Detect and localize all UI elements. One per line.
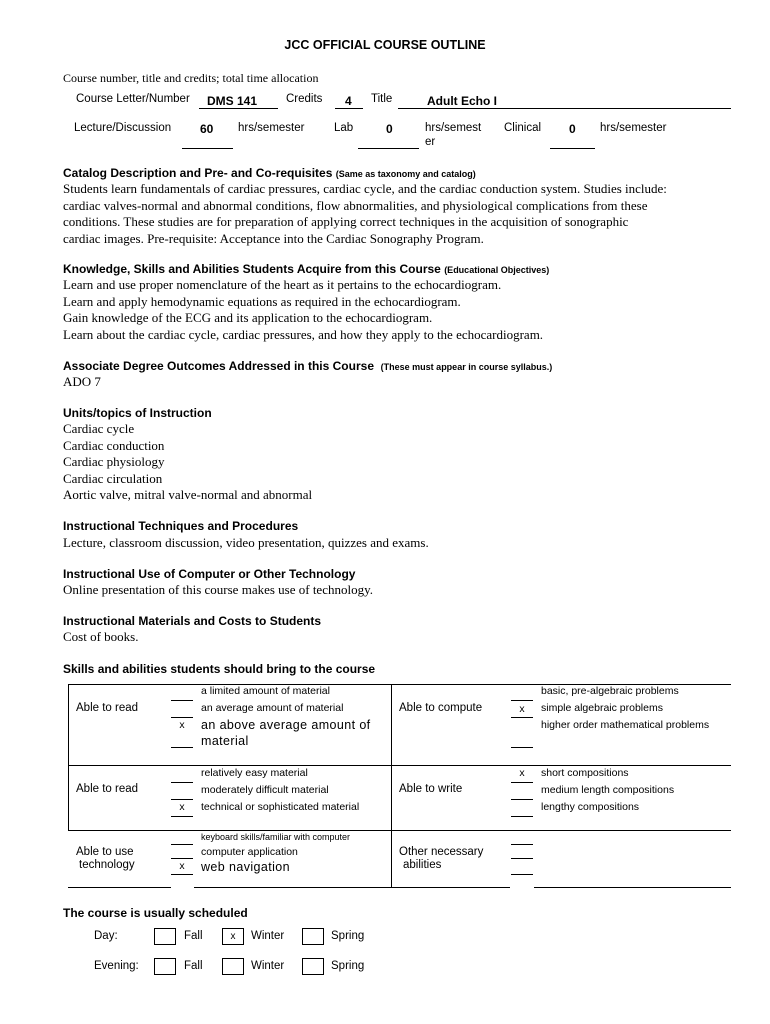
read2-label: Able to read: [76, 783, 139, 795]
course-letter-underline: [199, 108, 278, 109]
skills-table-border: [68, 765, 69, 830]
skills-table-border: [68, 887, 171, 888]
lab-underline: [358, 148, 419, 149]
read2-option-2: moderately difficult material: [201, 784, 329, 796]
tech-option-2: computer application: [201, 846, 298, 858]
read2-option-1: relatively easy material: [201, 767, 308, 779]
read2-blank-3[interactable]: [171, 816, 193, 817]
technology-heading: Instructional Use of Computer or Other Technology: [63, 567, 356, 581]
credits-value: 4: [345, 94, 352, 108]
day-spring-checkbox[interactable]: [302, 928, 324, 945]
clinical-underline: [550, 148, 595, 149]
write-option-3: lengthy compositions: [541, 801, 640, 813]
other-blank-1[interactable]: [511, 844, 533, 845]
compute-option-1: basic, pre-algebraic problems: [541, 685, 679, 697]
write-blank-1[interactable]: [511, 782, 533, 783]
tech-option-1: keyboard skills/familiar with computer: [201, 832, 351, 842]
tech-option-3: web navigation: [201, 860, 290, 874]
materials-list: Cost of books.: [63, 629, 139, 644]
write-mark-1: x: [519, 767, 525, 779]
write-option-1: short compositions: [541, 767, 629, 779]
skills-table-border: [68, 765, 731, 766]
course-intro: Course number, title and credits; total time allocation: [63, 71, 319, 85]
other-blank-3[interactable]: [511, 874, 533, 875]
clinical-label: Clinical: [504, 122, 542, 134]
write-blank-2[interactable]: [511, 799, 533, 800]
tech-label-2: technology: [79, 859, 135, 871]
read1-blank-3[interactable]: [171, 747, 193, 748]
tech-mark-3: x: [179, 860, 185, 872]
lecture-value: 60: [200, 122, 214, 136]
techniques-heading: Instructional Techniques and Procedures: [63, 519, 299, 533]
write-option-2: medium length compositions: [541, 784, 675, 796]
materials-heading: Instructional Materials and Costs to Students: [63, 614, 322, 628]
catalog-description: Students learn fundamentals of cardiac pressures, cardiac cycle, and the cardiac conduction system. Studies include: cardiac valves-normal and abnormal conditions, flow abnormalities, and physiological complications from these conditions. These studies are for preparation of applying correct techniques in the acquisition of sonographic cardiac images. Pre-requisite: Acceptance into the Cardiac Sonography Program.: [63, 181, 667, 246]
write-label: Able to write: [399, 783, 463, 795]
skills-table-divider: [391, 684, 392, 888]
knowledge-heading: Knowledge, Skills and Abilities Students Acquire from this Course (Educational Objectives): [63, 262, 550, 276]
schedule-heading: The course is usually scheduled: [63, 906, 248, 920]
course-letter-label: Course Letter/Number: [76, 93, 190, 105]
title-underline: [398, 108, 731, 109]
skills-table-border: [68, 684, 69, 765]
other-label-1: Other necessary: [399, 846, 484, 858]
knowledge-list: Learn and use proper nomenclature of the heart as it pertains to the echocardiogram. Learn and apply hemodynamic equations as required in the echocardiogram. Gain knowledge of the ECG and its application to the echocardiogram. Learn about the cardiac cycle, cardiac pressures, and how they apply to the echocardiogram.: [63, 277, 544, 342]
evening-fall-checkbox[interactable]: [154, 958, 176, 975]
lab-unit-2: er: [425, 136, 436, 148]
clinical-unit: hrs/semester: [600, 122, 667, 134]
skills-table-border: [68, 830, 731, 831]
skills-table-border: [534, 887, 731, 888]
tech-blank-1[interactable]: [171, 844, 193, 845]
day-winter-checkbox[interactable]: x: [222, 928, 244, 945]
evening-winter-checkbox[interactable]: [222, 958, 244, 975]
read1-option-3-cont: material: [201, 734, 249, 748]
read1-blank-2[interactable]: [171, 717, 193, 718]
lecture-underline: [182, 148, 233, 149]
compute-mark-2: x: [519, 703, 525, 715]
title-label: Title: [371, 93, 393, 105]
evening-fall-label: Fall: [184, 960, 203, 972]
day-label: Day:: [94, 930, 118, 942]
read1-blank-1[interactable]: [171, 700, 193, 701]
evening-spring-label: Spring: [331, 960, 365, 972]
tech-blank-2[interactable]: [171, 858, 193, 859]
other-label-2: abilities: [403, 859, 442, 871]
outcomes-list: ADO 7: [63, 374, 101, 389]
tech-label-1: Able to use: [76, 846, 134, 858]
read2-blank-2[interactable]: [171, 799, 193, 800]
technology-list: Online presentation of this course makes use of technology.: [63, 582, 373, 597]
write-blank-3[interactable]: [511, 816, 533, 817]
lab-label: Lab: [334, 122, 354, 134]
read1-option-3: an above average amount of: [201, 718, 371, 732]
clinical-value: 0: [569, 122, 576, 136]
skills-table-border: [194, 887, 510, 888]
course-letter-value: DMS 141: [207, 94, 258, 108]
read2-mark-3: x: [179, 801, 185, 813]
read2-option-3: technical or sophisticated material: [201, 801, 360, 813]
read1-option-1: a limited amount of material: [201, 685, 330, 697]
techniques-list: Lecture, classroom discussion, video presentation, quizzes and exams.: [63, 535, 429, 550]
day-winter-label: Winter: [251, 930, 285, 942]
compute-blank-2[interactable]: [511, 717, 533, 718]
evening-winter-label: Winter: [251, 960, 285, 972]
lab-value: 0: [386, 122, 393, 136]
compute-label: Able to compute: [399, 702, 483, 714]
compute-blank-3[interactable]: [511, 747, 533, 748]
page-title: JCC OFFICIAL COURSE OUTLINE: [284, 38, 486, 52]
compute-blank-1[interactable]: [511, 700, 533, 701]
tech-blank-3[interactable]: [171, 874, 193, 875]
other-blank-2[interactable]: [511, 858, 533, 859]
catalog-heading: Catalog Description and Pre- and Co-requisites (Same as taxonomy and catalog): [63, 166, 476, 180]
credits-label: Credits: [286, 93, 323, 105]
day-spring-label: Spring: [331, 930, 365, 942]
title-value: Adult Echo I: [427, 94, 497, 108]
evening-spring-checkbox[interactable]: [302, 958, 324, 975]
compute-option-3: higher order mathematical problems: [541, 719, 710, 731]
read1-mark-3: x: [179, 719, 185, 731]
lab-unit-1: hrs/semest: [425, 122, 482, 134]
outcomes-heading: Associate Degree Outcomes Addressed in this Course (These must appear in course syllabus.): [63, 359, 553, 373]
compute-option-2: simple algebraic problems: [541, 702, 663, 714]
read1-label: Able to read: [76, 702, 139, 714]
credits-underline: [335, 108, 363, 109]
read2-blank-1[interactable]: [171, 782, 193, 783]
units-list: Cardiac cycle Cardiac conduction Cardiac physiology Cardiac circulation Aortic valve, mitral valve-normal and abnormal: [63, 421, 313, 502]
day-fall-label: Fall: [184, 930, 203, 942]
day-fall-checkbox[interactable]: [154, 928, 176, 945]
evening-label: Evening:: [94, 960, 139, 972]
read1-option-2: an average amount of material: [201, 702, 344, 714]
lecture-label: Lecture/Discussion: [74, 122, 172, 134]
units-heading: Units/topics of Instruction: [63, 406, 212, 420]
skills-heading: Skills and abilities students should bring to the course: [63, 662, 376, 676]
lecture-unit: hrs/semester: [238, 122, 305, 134]
